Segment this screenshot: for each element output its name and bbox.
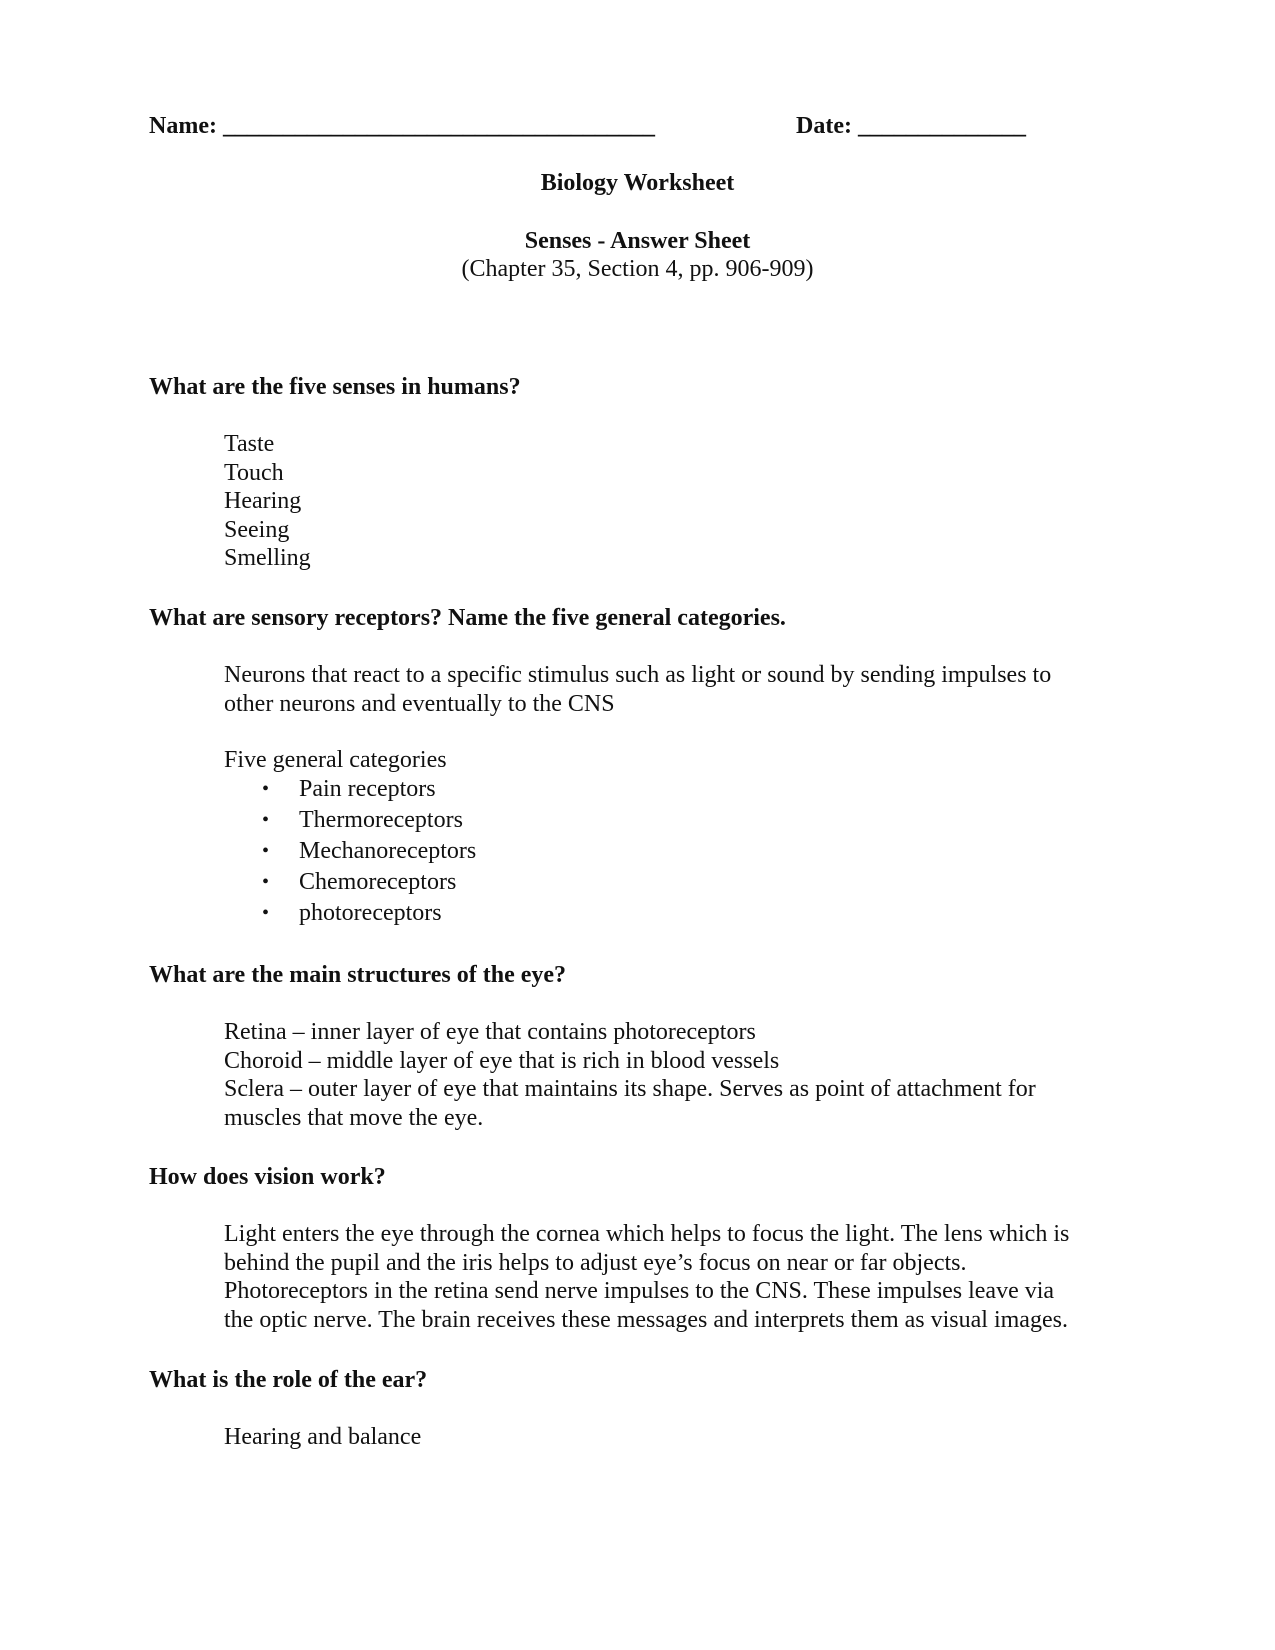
list-item: Smelling: [224, 545, 311, 571]
list-item: Hearing: [224, 488, 302, 514]
name-label: Name:: [149, 113, 217, 139]
question-eye-structures: What are the main structures of the eye?: [149, 962, 567, 988]
answer-eye-structures: [224, 1018, 1124, 1132]
answer-line: Light enters the eye through the cornea which helps to focus the light. The lens which is: [224, 1221, 1070, 1247]
answer-vision: [224, 1220, 1124, 1334]
answer-line: Photoreceptors in the retina send nerve impulses to the CNS. These impulses leave via: [224, 1278, 1055, 1304]
list-item: • Thermoreceptors: [262, 805, 476, 836]
answer-receptor-definition: [224, 661, 1124, 718]
list-item: • Mechanoreceptors: [262, 836, 476, 867]
question-vision: How does vision work?: [149, 1164, 386, 1190]
receptor-categories-list: [262, 774, 476, 929]
list-item: • photoreceptors: [262, 898, 476, 929]
list-item: Taste: [224, 431, 275, 457]
question-five-senses: What are the five senses in humans?: [149, 374, 521, 400]
date-label: Date:: [796, 113, 852, 139]
name-field: [149, 112, 655, 141]
categories-label: Five general categories: [224, 747, 447, 773]
answer-line: Retina – inner layer of eye that contains photoreceptors: [224, 1019, 756, 1045]
chapter-reference: (Chapter 35, Section 4, pp. 906-909): [461, 256, 814, 282]
page-subtitle: Senses - Answer Sheet: [524, 228, 751, 254]
date-blank: ______________: [857, 113, 1026, 139]
answer-five-senses: [224, 430, 1124, 573]
list-item: Seeing: [224, 516, 290, 543]
name-blank: ____________________________________: [222, 113, 655, 139]
date-field: [796, 112, 1026, 141]
answer-line: Hearing and balance: [224, 1424, 422, 1450]
answer-line: the optic nerve. The brain receives these messages and interprets them as visual images.: [224, 1306, 1068, 1333]
page-title: Biology Worksheet: [540, 170, 735, 196]
answer-line: Sclera – outer layer of eye that maintains its shape. Serves as point of attachment for: [224, 1076, 1036, 1102]
answer-line: Choroid – middle layer of eye that is rich in blood vessels: [224, 1047, 780, 1074]
definition-line: other neurons and eventually to the CNS: [224, 690, 615, 717]
bullet-icon: •: [262, 902, 270, 924]
question-sensory-receptors: What are sensory receptors? Name the five general categories.: [149, 605, 786, 631]
list-item: • Pain receptors: [262, 774, 476, 805]
bullet-icon: •: [262, 778, 270, 800]
bullet-icon: •: [262, 871, 270, 893]
list-item: • Chemoreceptors: [262, 867, 476, 898]
answer-ear-role: [224, 1423, 1124, 1452]
definition-line: Neurons that react to a specific stimulus such as light or sound by sending impulses to: [224, 662, 1052, 688]
answer-line: behind the pupil and the iris helps to adjust eye’s focus on near or far objects.: [224, 1249, 967, 1276]
bullet-icon: •: [262, 840, 270, 862]
bullet-icon: •: [262, 809, 270, 831]
question-ear-role: What is the role of the ear?: [149, 1367, 428, 1393]
answer-line: muscles that move the eye.: [224, 1104, 484, 1131]
list-item: Touch: [224, 459, 284, 486]
